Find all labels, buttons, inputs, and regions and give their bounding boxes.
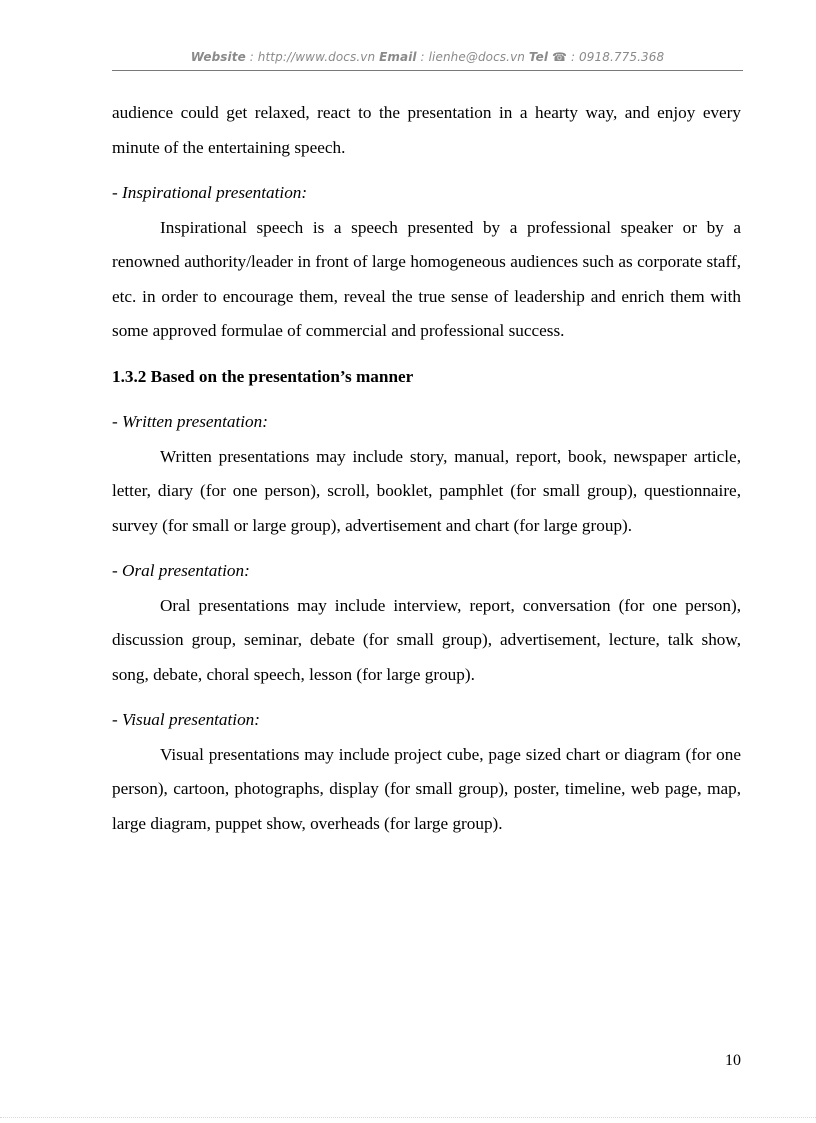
visual-label xyxy=(112,703,741,738)
oral-label-text: Oral presentation: xyxy=(122,561,250,580)
intro-paragraph: audience could get relaxed, react to the presentation in a hearty way, and enjoy every minute of the entertaining speech. xyxy=(112,103,741,157)
inspirational-paragraph: Inspirational speech is a speech presented by a professional speaker or by a renowned authority/leader in front of large homogeneous audiences such as corporate staff, etc. in order to encourage them, reveal the true sense of leadership and enrich them with some approved formulae of commercial and professional success. xyxy=(112,217,741,340)
header-divider xyxy=(112,70,743,71)
inspirational-label-text: Inspirational presentation: xyxy=(122,183,308,202)
email-label: Email xyxy=(379,50,417,64)
website-label: Website xyxy=(190,50,246,64)
written-label-text: Written presentation: xyxy=(122,412,268,431)
label-dash: - xyxy=(112,183,123,202)
document-body xyxy=(112,96,741,841)
oral-paragraph: Oral presentations may include interview, report, conversation (for one person), discussion group, seminar, debate (for small group), advertisement, lecture, talk show, song, debate, choral speech, lesson (for large group). xyxy=(112,595,741,684)
footer-divider xyxy=(0,1117,816,1118)
tel-label: Tel xyxy=(528,50,549,64)
page-header xyxy=(112,50,743,64)
label-dash: - xyxy=(112,561,123,580)
written-label xyxy=(112,405,741,440)
page-number: 10 xyxy=(725,1052,741,1069)
visual-label-text: Visual presentation: xyxy=(122,710,260,729)
section-heading: 1.3.2 Based on the presentation’s manner xyxy=(112,366,414,386)
label-dash: - xyxy=(112,412,123,431)
inspirational-label xyxy=(112,176,741,211)
written-paragraph: Written presentations may include story, manual, report, book, newspaper article, letter, diary (for one person), scroll, booklet, pamphlet (for small group), questionnaire, survey (for small or large group), advertisement and chart (for large group). xyxy=(112,446,741,535)
tel-value: ☎ : 0918.775.368 xyxy=(548,50,665,64)
oral-label xyxy=(112,554,741,589)
visual-paragraph: Visual presentations may include project cube, page sized chart or diagram (for one person), cartoon, photographs, display (for small group), poster, timeline, web page, map, large diagram, puppet show, overheads (for large group). xyxy=(112,744,741,833)
email-value: : lienhe@docs.vn xyxy=(416,50,529,64)
label-dash: - xyxy=(112,710,123,729)
website-value: : http://www.docs.vn xyxy=(245,50,380,64)
